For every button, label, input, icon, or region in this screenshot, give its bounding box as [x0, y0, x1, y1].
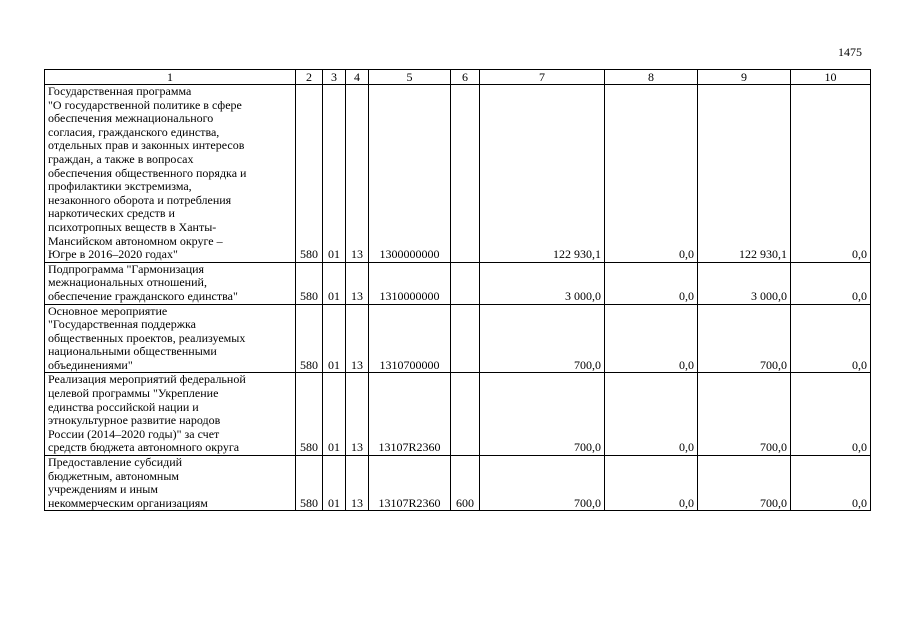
column-header: 3	[323, 70, 346, 85]
cell-amount-10: 0,0	[791, 262, 871, 304]
cell-amount-9: 3 000,0	[698, 262, 791, 304]
cell-code-5: 1310000000	[369, 262, 451, 304]
cell-amount-7: 122 930,1	[480, 85, 605, 263]
cell-amount-7: 3 000,0	[480, 262, 605, 304]
column-header: 7	[480, 70, 605, 85]
cell-code-3: 01	[323, 456, 346, 511]
row-name: Государственная программа "О государственной политике в сфере обеспечения межнационального согласия, гражданского единства, отдельных прав и законных интересов граждан, а также в вопросах обеспечения общественного порядка и профилактики экстремизма, незаконного оборота и потребления наркотических средств и психотропных веществ в Ханты- Мансийском автономном округе – Югре в 2016–2020 годах"	[45, 85, 296, 263]
table-row	[45, 85, 871, 263]
budget-table	[44, 69, 871, 511]
cell-code-6	[451, 304, 480, 373]
cell-code-4: 13	[346, 85, 369, 263]
column-header: 2	[296, 70, 323, 85]
cell-amount-8: 0,0	[605, 456, 698, 511]
cell-amount-8: 0,0	[605, 262, 698, 304]
table-header-row	[45, 70, 871, 85]
cell-amount-10: 0,0	[791, 456, 871, 511]
cell-code-3: 01	[323, 304, 346, 373]
row-name: Реализация мероприятий федеральной целевой программы "Укрепление единства российской нации и этнокультурное развитие народов России (2014–2020 годы)" за счет средств бюджета автономного округа	[45, 373, 296, 456]
table-row	[45, 262, 871, 304]
cell-code-2: 580	[296, 262, 323, 304]
cell-code-6	[451, 85, 480, 263]
cell-code-4: 13	[346, 373, 369, 456]
column-header: 6	[451, 70, 480, 85]
cell-amount-7: 700,0	[480, 456, 605, 511]
row-name: Подпрограмма "Гармонизация межнациональных отношений, обеспечение гражданского единства"	[45, 262, 296, 304]
cell-amount-7: 700,0	[480, 373, 605, 456]
cell-code-2: 580	[296, 304, 323, 373]
cell-amount-9: 700,0	[698, 304, 791, 373]
cell-code-3: 01	[323, 262, 346, 304]
cell-code-5: 1300000000	[369, 85, 451, 263]
cell-amount-8: 0,0	[605, 373, 698, 456]
cell-code-6	[451, 262, 480, 304]
cell-amount-7: 700,0	[480, 304, 605, 373]
cell-amount-9: 122 930,1	[698, 85, 791, 263]
cell-code-4: 13	[346, 456, 369, 511]
cell-amount-8: 0,0	[605, 85, 698, 263]
cell-code-5: 13107R2360	[369, 456, 451, 511]
cell-code-3: 01	[323, 373, 346, 456]
cell-amount-10: 0,0	[791, 304, 871, 373]
column-header: 9	[698, 70, 791, 85]
column-header: 8	[605, 70, 698, 85]
table-row	[45, 456, 871, 511]
cell-code-6: 600	[451, 456, 480, 511]
cell-code-5: 1310700000	[369, 304, 451, 373]
cell-code-2: 580	[296, 456, 323, 511]
cell-code-5: 13107R2360	[369, 373, 451, 456]
column-header: 10	[791, 70, 871, 85]
column-header: 4	[346, 70, 369, 85]
row-name: Основное мероприятие "Государственная поддержка общественных проектов, реализуемых национальными общественными объединениями"	[45, 304, 296, 373]
cell-code-4: 13	[346, 262, 369, 304]
cell-amount-9: 700,0	[698, 456, 791, 511]
row-name: Предоставление субсидий бюджетным, автономным учреждениям и иным некоммерческим организациям	[45, 456, 296, 511]
cell-code-4: 13	[346, 304, 369, 373]
column-header: 1	[45, 70, 296, 85]
table-row	[45, 373, 871, 456]
cell-code-2: 580	[296, 85, 323, 263]
cell-amount-10: 0,0	[791, 85, 871, 263]
cell-amount-8: 0,0	[605, 304, 698, 373]
cell-code-3: 01	[323, 85, 346, 263]
page-number: 1475	[838, 45, 862, 59]
table-row	[45, 304, 871, 373]
cell-amount-10: 0,0	[791, 373, 871, 456]
cell-code-6	[451, 373, 480, 456]
cell-amount-9: 700,0	[698, 373, 791, 456]
cell-code-2: 580	[296, 373, 323, 456]
column-header: 5	[369, 70, 451, 85]
